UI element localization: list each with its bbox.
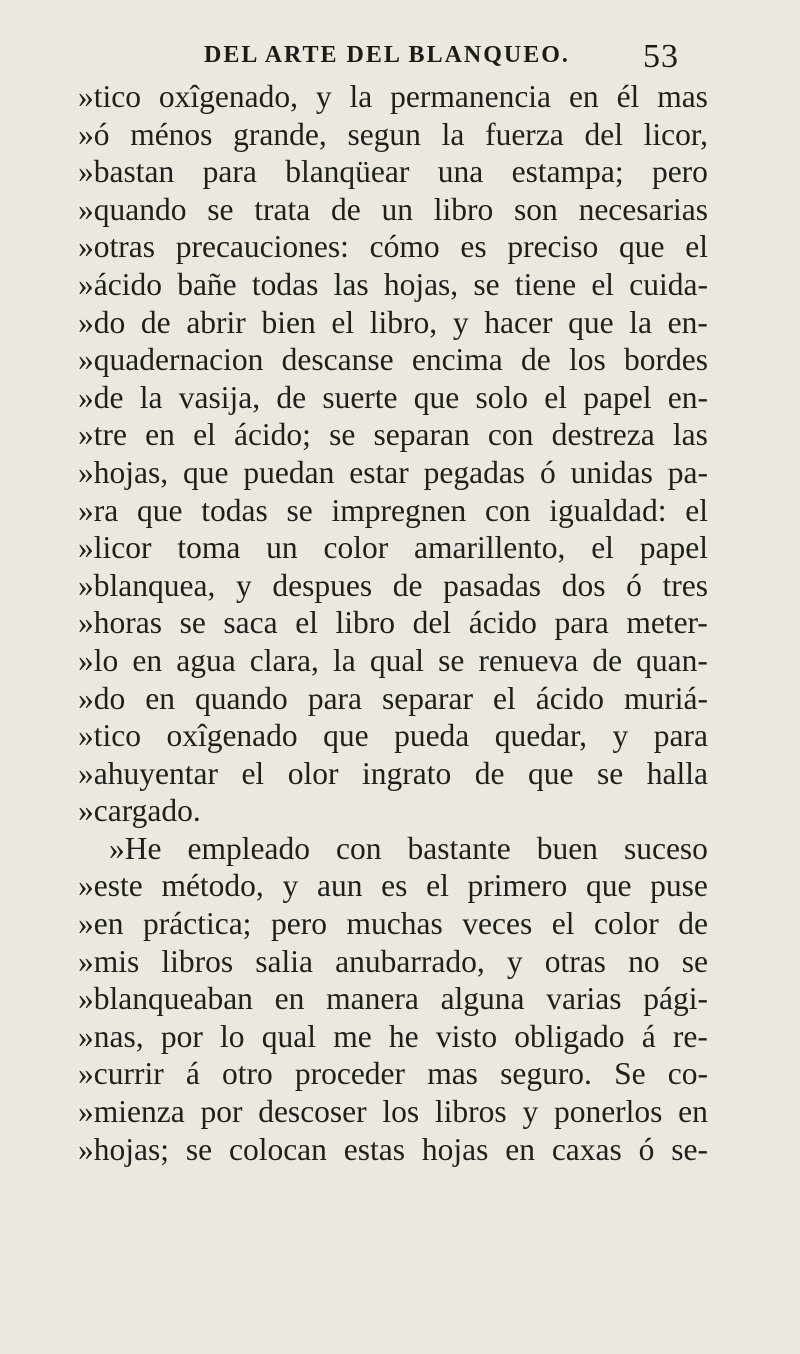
word: el — [544, 379, 568, 415]
word: »do — [78, 304, 126, 340]
word: el — [331, 304, 355, 340]
word: él — [616, 79, 640, 114]
text-line — [78, 416, 708, 454]
text-line — [78, 492, 708, 530]
word: saca — [223, 605, 278, 641]
word: separar — [382, 680, 473, 716]
word: »ó — [78, 116, 110, 152]
word: ó — [539, 454, 556, 490]
word: en — [145, 680, 176, 716]
text-line — [78, 755, 708, 793]
word: »bastan — [78, 154, 175, 190]
text-line — [78, 905, 708, 943]
word: lo — [220, 1018, 245, 1054]
word: y — [235, 567, 252, 603]
word: hojas — [421, 1131, 489, 1167]
word: olor — [287, 755, 339, 791]
word: qual — [369, 642, 425, 678]
word: que — [323, 718, 369, 754]
word: manera — [326, 981, 419, 1017]
word: hacer — [484, 304, 553, 340]
word: quando — [195, 680, 288, 716]
word: método, — [161, 868, 264, 904]
word: co- — [667, 1056, 708, 1092]
word: otro — [221, 1056, 273, 1092]
word: libros — [161, 943, 234, 979]
word: mas — [427, 1056, 478, 1092]
word: color — [594, 906, 659, 942]
word: meter- — [626, 605, 708, 641]
word: de — [392, 567, 423, 603]
word: no — [628, 943, 660, 979]
word: bañe — [177, 266, 237, 302]
word: que — [413, 379, 460, 415]
word: »licor — [78, 530, 152, 566]
text-line — [78, 454, 708, 492]
word: la — [332, 642, 356, 678]
word: encima — [411, 342, 503, 378]
word: »mis — [78, 943, 140, 979]
word: se — [681, 943, 708, 979]
word: en — [274, 981, 305, 1017]
word: varias — [546, 981, 622, 1017]
word: »lo — [78, 642, 119, 678]
word: que — [585, 868, 632, 904]
word: en — [505, 1131, 535, 1167]
word: que — [619, 229, 665, 265]
word: »ácido — [78, 266, 162, 302]
text-line — [78, 980, 708, 1018]
word: pueda — [394, 718, 470, 754]
word: solo — [475, 379, 529, 415]
word: del — [584, 116, 623, 152]
word: buen — [536, 830, 598, 866]
word: qual — [261, 1018, 316, 1054]
word: la — [349, 79, 373, 114]
word: el — [295, 605, 318, 641]
word: grande, — [233, 116, 327, 152]
word: puedan — [243, 454, 335, 490]
word: y — [452, 304, 469, 340]
word: de — [678, 906, 708, 942]
word: de — [331, 191, 361, 227]
word: se — [473, 266, 500, 302]
text-line — [78, 567, 708, 605]
word: es — [460, 229, 487, 265]
word: se — [185, 1131, 213, 1167]
word: descoser — [258, 1094, 367, 1130]
word: muchas — [346, 906, 443, 942]
word: ácido — [468, 605, 537, 641]
word: color — [323, 530, 389, 566]
word: segun — [347, 116, 421, 152]
word: »hojas, — [78, 454, 169, 490]
text-line — [78, 116, 708, 154]
word: pági- — [643, 981, 708, 1017]
word: impregnen — [331, 492, 467, 528]
word: re- — [672, 1018, 708, 1054]
word: cuida- — [629, 266, 708, 302]
word: se — [207, 191, 234, 227]
word: hojas, — [383, 266, 459, 302]
word: ingrato — [361, 755, 452, 791]
word: libro — [433, 191, 494, 227]
word: con — [485, 492, 531, 528]
word: el — [426, 868, 449, 904]
word: abrir — [186, 304, 246, 340]
word: pa- — [667, 454, 708, 490]
word: libros — [434, 1094, 507, 1130]
word: unidas — [570, 454, 653, 490]
word: blanqüear — [285, 154, 410, 190]
word: el — [591, 530, 614, 566]
word: y — [315, 79, 332, 114]
word: muriá- — [624, 680, 708, 716]
word: veces — [462, 906, 533, 942]
word: »He — [109, 830, 162, 866]
text-line-paragraph-start — [78, 830, 708, 868]
word: oxîgenado — [166, 718, 298, 754]
word: »blanquea, — [78, 567, 216, 603]
word: primero — [467, 868, 568, 904]
word: la — [441, 116, 465, 152]
word: despues — [272, 567, 373, 603]
word: con — [487, 417, 534, 453]
word: por — [200, 1094, 243, 1130]
word: es — [381, 868, 408, 904]
word: »horas — [78, 605, 162, 641]
word: y — [282, 868, 299, 904]
word: visto — [435, 1018, 498, 1054]
word: se — [596, 755, 624, 791]
word: las — [672, 417, 708, 453]
word: »ra — [78, 492, 119, 528]
word: bordes — [624, 342, 708, 378]
word: seguro. — [500, 1056, 592, 1092]
word: se — [286, 492, 313, 528]
page-number: 53 — [643, 38, 679, 75]
word: y — [612, 718, 629, 754]
word: »hojas; — [78, 1131, 169, 1167]
text-line — [78, 1093, 708, 1131]
text-line — [78, 943, 708, 981]
text-line — [78, 191, 708, 229]
word: »este — [78, 868, 143, 904]
word: y — [522, 1094, 539, 1130]
word: alguna — [440, 981, 525, 1017]
word: práctica; — [143, 906, 252, 942]
text-line — [78, 1131, 708, 1169]
word: por — [160, 1018, 203, 1054]
text-line — [78, 867, 708, 905]
word: que — [568, 304, 614, 340]
text-line — [78, 680, 708, 718]
word: »en — [78, 906, 124, 942]
word: oxîgenado, — [158, 79, 298, 114]
word: papel — [639, 530, 708, 566]
word: clara, — [249, 642, 319, 678]
word: ménos — [130, 116, 213, 152]
word: la — [629, 304, 652, 340]
word: una — [437, 154, 484, 190]
word: para — [653, 718, 708, 754]
word: »currir — [78, 1056, 164, 1092]
word: agua — [176, 642, 236, 678]
word: suceso — [623, 830, 708, 866]
word: se- — [671, 1131, 708, 1167]
word: á — [185, 1056, 200, 1092]
word: permanencia — [390, 79, 552, 114]
word: ácido — [535, 680, 604, 716]
word: pero — [270, 906, 327, 942]
word: se — [329, 417, 356, 453]
text-line — [78, 717, 708, 755]
word: ó — [626, 567, 642, 603]
word: »quadernacion — [78, 342, 264, 378]
word: el — [241, 755, 265, 791]
word: el — [493, 680, 516, 716]
word: pegadas — [423, 454, 526, 490]
text-line — [78, 304, 708, 342]
text-line — [78, 341, 708, 379]
word: las — [333, 266, 369, 302]
word: de — [592, 642, 623, 678]
word: obligado — [514, 1018, 625, 1054]
body-text — [78, 78, 708, 1168]
word: la — [139, 379, 163, 415]
word: se — [179, 605, 206, 641]
word: de — [521, 342, 551, 378]
word: toma — [177, 530, 241, 566]
word: colocan — [228, 1131, 327, 1167]
word: destreza — [551, 417, 655, 453]
word: de — [276, 379, 307, 415]
word: estar — [349, 454, 409, 490]
word: cómo — [369, 229, 440, 265]
word: todas — [201, 492, 268, 528]
word: »tico — [78, 79, 141, 114]
word: pero — [651, 154, 708, 190]
word: en — [145, 417, 175, 453]
text-line — [78, 78, 708, 116]
text-line — [78, 1018, 708, 1056]
word: tiene — [514, 266, 577, 302]
word: y — [506, 943, 523, 979]
word: amarillento, — [414, 530, 566, 566]
word: mas — [657, 79, 708, 114]
word: que — [183, 454, 229, 490]
word: son — [514, 191, 558, 227]
word: puse — [650, 868, 708, 904]
text-line — [78, 228, 708, 266]
text-line — [78, 529, 708, 567]
word: bastante — [407, 830, 511, 866]
text-line — [78, 642, 708, 680]
word: licor, — [643, 116, 708, 152]
word: papel — [583, 379, 652, 415]
word: con — [335, 830, 382, 866]
word: fuerza — [485, 116, 564, 152]
word: para — [202, 154, 257, 190]
word: el — [685, 229, 708, 265]
word: suerte — [322, 379, 398, 415]
word: preciso — [507, 229, 599, 265]
word: el — [193, 417, 216, 453]
word: vasija, — [178, 379, 261, 415]
word: libro, — [369, 304, 438, 340]
word: trata — [254, 191, 311, 227]
word: »do — [78, 680, 126, 716]
word: ponerlos — [553, 1094, 663, 1130]
word: ácido; — [233, 417, 311, 453]
word: un — [381, 191, 413, 227]
word: bien — [261, 304, 316, 340]
word: »ahuyentar — [78, 755, 218, 791]
word: necesarias — [578, 191, 708, 227]
word: tres — [662, 567, 708, 603]
word: Se — [614, 1056, 646, 1092]
word: caxas — [551, 1131, 622, 1167]
word: del — [412, 605, 452, 641]
text-line — [78, 266, 708, 304]
running-head: DEL ARTE DEL BLANQUEO. — [204, 42, 570, 68]
word: se — [438, 642, 465, 678]
word: »nas, — [78, 1018, 144, 1054]
word: en — [568, 79, 599, 114]
word: todas — [251, 266, 319, 302]
word: quan- — [636, 642, 708, 678]
word: á — [641, 1018, 656, 1054]
word: en- — [667, 304, 708, 340]
word: los — [569, 342, 606, 378]
word: igualdad: — [549, 492, 667, 528]
word: »blanqueaban — [78, 981, 253, 1017]
word: para — [307, 680, 363, 716]
word: libro — [335, 605, 396, 641]
word: »tre — [78, 417, 127, 453]
word: en — [132, 642, 163, 678]
word: estampa; — [511, 154, 624, 190]
text-line — [78, 379, 708, 417]
word: un — [266, 530, 298, 566]
word: descanse — [281, 342, 394, 378]
word: el — [685, 492, 708, 528]
word: estas — [343, 1131, 406, 1167]
word: salia — [255, 943, 314, 979]
word: »mienza — [78, 1094, 185, 1130]
text-line: »cargado. — [78, 793, 201, 829]
text-line — [78, 153, 708, 191]
word: el — [591, 266, 615, 302]
word: de — [474, 755, 505, 791]
word: quedar, — [494, 718, 588, 754]
word: el — [551, 906, 575, 942]
word: que — [527, 755, 574, 791]
word: »otras — [78, 229, 155, 265]
word: me — [333, 1018, 372, 1054]
word: aun — [316, 868, 363, 904]
word: separan — [373, 417, 470, 453]
word: proceder — [294, 1056, 406, 1092]
text-line — [78, 1055, 708, 1093]
word: en — [678, 1094, 708, 1130]
word: renueva — [478, 642, 579, 678]
text-line — [78, 604, 708, 642]
word: en- — [667, 379, 708, 415]
word: precauciones: — [175, 229, 349, 265]
word: que — [137, 492, 183, 528]
word: dos — [561, 567, 606, 603]
word: empleado — [187, 830, 310, 866]
word: para — [554, 605, 609, 641]
word: otras — [544, 943, 606, 979]
word: ó — [638, 1131, 655, 1167]
word: anubarrado, — [335, 943, 485, 979]
word: pasadas — [443, 567, 542, 603]
word: »tico — [78, 718, 141, 754]
word: he — [388, 1018, 419, 1054]
word: los — [382, 1094, 420, 1130]
word: de — [140, 304, 171, 340]
word: »quando — [78, 191, 187, 227]
word: »de — [78, 379, 124, 415]
word: halla — [646, 755, 708, 791]
